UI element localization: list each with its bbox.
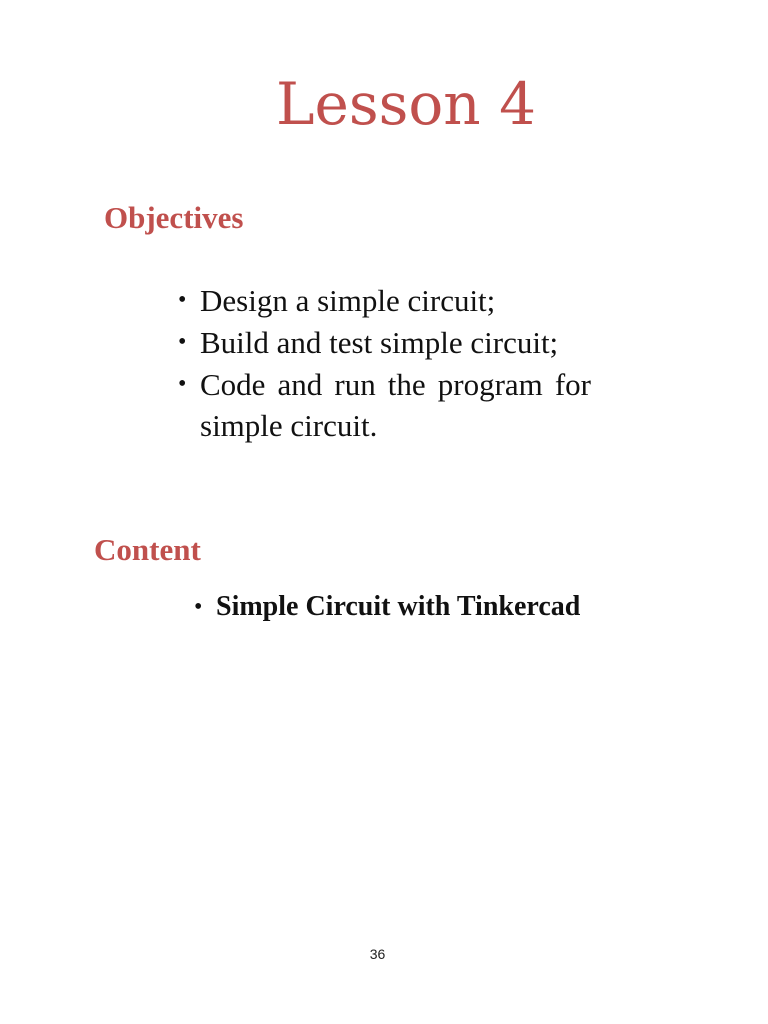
objective-item	[178, 322, 591, 363]
lesson-title: Lesson 4	[276, 70, 536, 138]
content-item-text: Simple Circuit with Tinkercad	[216, 591, 581, 622]
objective-text: Design a simple circuit;	[200, 283, 496, 318]
content-list	[194, 588, 580, 626]
bullet-icon: •	[178, 371, 187, 397]
objectives-heading: Objectives	[104, 200, 244, 235]
objectives-list	[178, 280, 591, 446]
objective-item	[178, 364, 591, 446]
bullet-icon: •	[178, 287, 187, 313]
objective-text: Build and test simple circuit;	[200, 325, 559, 360]
objective-text: Code and run the program for simple circuit.	[200, 367, 591, 443]
bullet-icon: •	[178, 329, 187, 355]
bullet-icon: •	[194, 594, 203, 620]
objective-item	[178, 280, 591, 321]
page-number: 36	[369, 946, 386, 962]
content-heading: Content	[94, 532, 201, 567]
content-item	[194, 588, 580, 626]
